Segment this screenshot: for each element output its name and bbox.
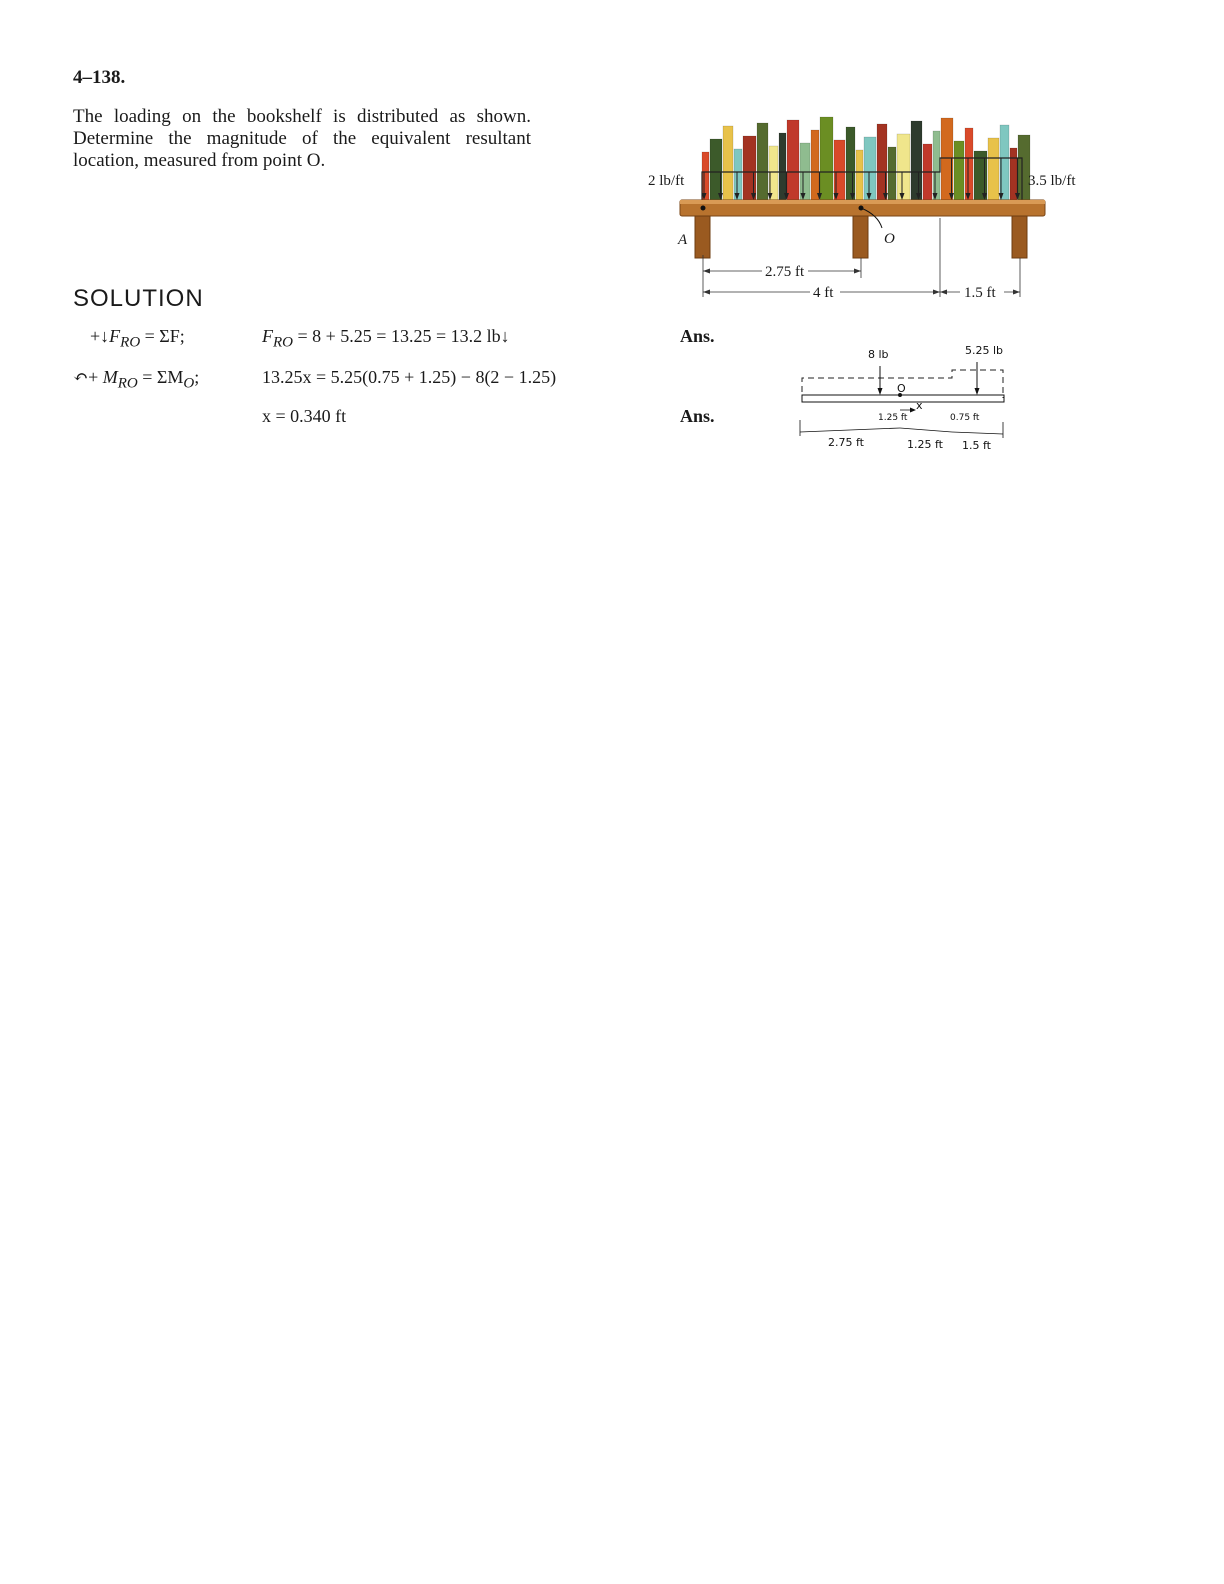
bookshelf-figure (640, 100, 1090, 310)
book (846, 127, 855, 200)
book (954, 141, 964, 200)
answer-label-1: Ans. (680, 326, 715, 346)
book (734, 149, 742, 200)
book (820, 117, 833, 200)
fbd-point-o-label: O (897, 382, 906, 395)
fbd-force-right-label: 5.25 lb (965, 344, 1004, 357)
book (811, 130, 819, 200)
shelf-bracket-left (695, 216, 710, 258)
equation-2-body: 13.25x = 5.25(0.75 + 1.25) − 8(2 − 1.25) (262, 367, 557, 387)
answer-label-2: Ans. (680, 406, 715, 426)
fbd-dim-125-upper: 1.25 ft (878, 413, 908, 423)
book (864, 137, 876, 200)
shelf-bracket-right (1012, 216, 1027, 258)
fbd-x-label: x (916, 399, 923, 412)
point-a-label: A (678, 232, 688, 248)
point-a-marker (701, 206, 706, 211)
shelf-highlight (680, 200, 1045, 204)
book (723, 126, 733, 200)
book (787, 120, 799, 200)
dim-step-end-label: 1.5 ft (964, 285, 996, 301)
book (911, 121, 922, 200)
book (702, 152, 709, 200)
book (779, 133, 786, 200)
book (1010, 148, 1017, 200)
book (988, 138, 999, 200)
fbd-dim-075: 0.75 ft (950, 413, 980, 423)
book (743, 136, 756, 200)
fbd-shelf (802, 395, 1004, 402)
book (757, 123, 768, 200)
book (933, 131, 940, 200)
equation-1-label: $+↓F_{RO} = \Sigma F$; (90, 326, 185, 351)
book (965, 128, 973, 200)
problem-statement: The loading on the bookshelf is distributed as shown. Determine the magnitude of the equivalent resultant location, measured from point O. (73, 106, 531, 171)
equation-2-label: ↶+ $M_{RO} = \Sigma M_O$; (73, 367, 200, 392)
fbd-dim-125: 1.25 ft (907, 438, 943, 451)
dim-a-o-label: 2.75 ft (765, 264, 805, 280)
book (856, 150, 863, 200)
free-body-diagram (790, 340, 1020, 460)
equation-1-body: $F_{RO} = 8 + 5.25 = 13.25 = 13.2$ lb↓ (262, 326, 510, 351)
book (897, 134, 910, 200)
book (1018, 135, 1030, 200)
equation-3-body: x = 0.340 ft (262, 406, 347, 426)
fbd-dim-15: 1.5 ft (962, 439, 991, 452)
load-left-label: 2 lb/ft (648, 173, 685, 189)
book (888, 147, 896, 200)
shelf-bracket-middle (853, 216, 868, 258)
fbd-force-left-label: 8 lb (868, 348, 889, 361)
dim-a-step-label: 4 ft (813, 285, 834, 301)
point-o-label: O (884, 231, 895, 247)
load-right-label: 3.5 lb/ft (1028, 173, 1076, 189)
fbd-dim-275: 2.75 ft (828, 436, 864, 449)
solution-heading: SOLUTION (73, 285, 204, 312)
problem-number: 4–138. (73, 67, 126, 88)
